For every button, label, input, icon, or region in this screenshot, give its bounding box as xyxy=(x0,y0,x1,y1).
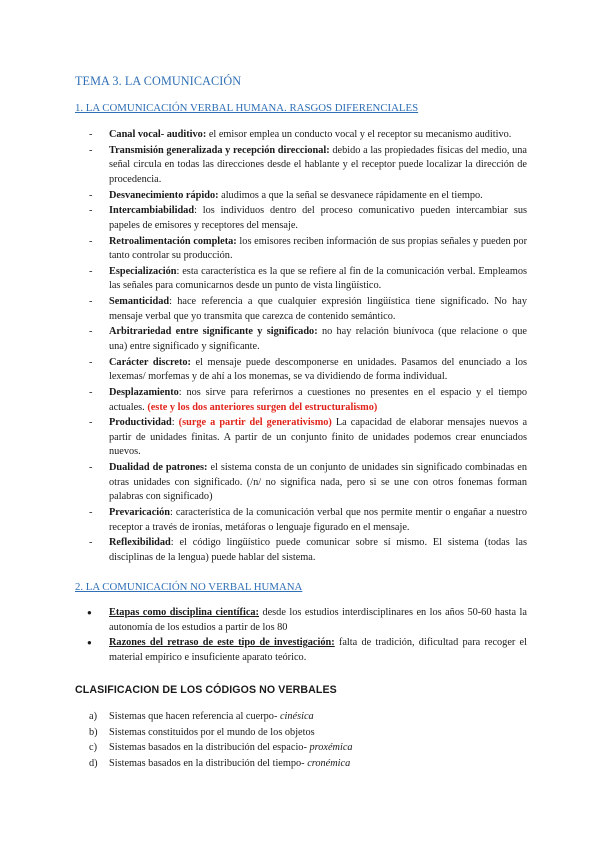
list-item: b) Sistemas constituidos por el mundo de los objetos xyxy=(89,726,315,738)
list-item: - Dualidad de patrones: el sistema consta de un conjunto de unidades sin significado combinadas en otras unidades con significado. (/n/ no significa nada, pero si se une con otros fonemas forman palabras con significado) xyxy=(75,461,527,505)
document-title: TEMA 3. LA COMUNICACIÓN xyxy=(75,74,242,88)
codes-list xyxy=(75,710,527,773)
features-list xyxy=(75,128,527,567)
section-heading-codes: CLASIFICACION DE LOS CÓDIGOS NO VERBALES xyxy=(75,684,337,696)
list-item: - Carácter discreto: el mensaje puede descomponerse en unidades. Pasamos del enunciado a los lexemas/ morfemas y de ahí a los monemas, se va dividiendo de forma individual. xyxy=(75,356,527,385)
list-item: - Especialización: esta característica es la que se refiere al fin de la comunicación verbal. Empleamos las señales para comunicarnos desde un punto de vista lingüístico. xyxy=(75,265,527,294)
list-item: ● Etapas como disciplina científica: desde los estudios interdisciplinares en los años 50-60 hasta la autonomía de los estudios a partir de los 80 xyxy=(75,606,527,635)
list-item: a) Sistemas que hacen referencia al cuerpo- cinésica xyxy=(89,711,314,722)
generativism-note: (surge a partir del generativismo) xyxy=(178,417,332,429)
list-item: - Transmisión generalizada y recepción direccional: debido a las propiedades físicas del medio, una señal circula en todas las direcciones desde el hablante y el receptor puede localizar la dirección de procedencia. xyxy=(75,144,527,188)
list-item: - Productividad: (surge a partir del generativismo) La capacidad de elaborar mensajes nuevos a partir de unidades finitas. A partir de un conjunto finito de unidades podemos crear enunciados nuevos. xyxy=(75,416,527,460)
list-item: - Desvanecimiento rápido: aludimos a que la señal se desvanece rápidamente en el tiempo. xyxy=(75,189,527,204)
list-item: d) Sistemas basados en la distribución del tiempo- cronémica xyxy=(89,758,351,770)
list-item: ● Razones del retraso de este tipo de investigación: falta de tradición, dificultad para recoger el material empírico e insuficiente aparato teórico. xyxy=(75,636,527,665)
list-item: - Reflexibilidad: el código lingüístico puede comunicar sobre sí mismo. El sistema (todas las disciplinas de la lengua) puede hablar del sistema. xyxy=(75,536,527,565)
list-item: - Desplazamiento: nos sirve para referirnos a cuestiones no presentes en el espacio y el tiempo actuales. (este y los dos anteriores surgen del estructuralismo) xyxy=(75,386,527,415)
list-item: - Canal vocal- auditivo: el emisor emplea un conducto vocal y el receptor su mecanismo auditivo. xyxy=(75,128,527,143)
list-item: - Retroalimentación completa: los emisores reciben información de sus propias señales y pueden por tanto controlar su producción. xyxy=(75,235,527,264)
list-item: - Semanticidad: hace referencia a que cualquier expresión lingüística tiene significado. No hay mensaje verbal que yo transmita que carezca de contenido semántico. xyxy=(75,295,527,324)
structuralism-note: (este y los dos anteriores surgen del estructuralismo) xyxy=(147,401,378,413)
list-item: - Prevaricación: característica de la comunicación verbal que nos permite mentir o engañar a nuestro receptor a través de ironías, metáforas o lenguaje figurado en el mensaje. xyxy=(75,506,527,535)
list-item: c) Sistemas basados en la distribución del espacio- proxémica xyxy=(89,742,353,754)
list-item: - Arbitrariedad entre significante y significado: no hay relación biunívoca (que relacione o que una) entre significado y significante. xyxy=(75,325,527,354)
section-heading-verbal: 1. LA COMUNICACIÓN VERBAL HUMANA. RASGOS DIFERENCIALES xyxy=(75,102,419,114)
list-item: - Intercambiabilidad: los individuos dentro del proceso comunicativo pueden intercambiar sus papeles de emisores y receptores del mensaje. xyxy=(75,204,527,233)
nonverbal-list xyxy=(75,606,527,667)
section-heading-nonverbal: 2. LA COMUNICACIÓN NO VERBAL HUMANA xyxy=(75,581,303,593)
